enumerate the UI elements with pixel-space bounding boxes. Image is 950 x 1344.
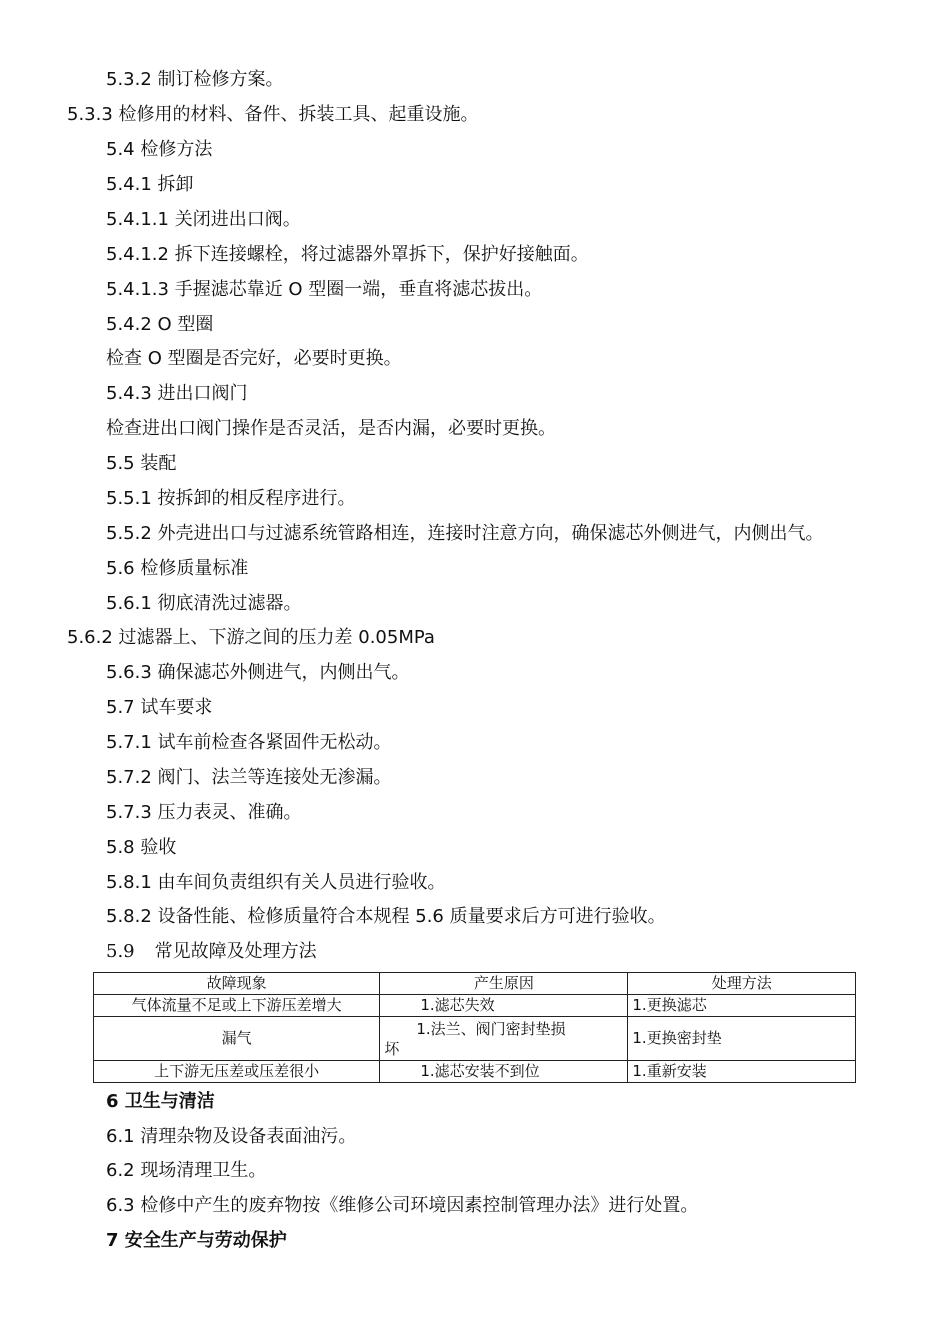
line-5-4-2: 5.4.2 O 型圈 (106, 314, 214, 335)
header-fault: 故障现象 (94, 973, 380, 995)
line-valve-check: 检查进出口阀门操作是否灵活，是否内漏，必要时更换。 (106, 418, 556, 439)
line-5-3-3: 5.3.3 检修用的材料、备件、拆装工具、起重设施。 (67, 104, 479, 125)
header-solution: 处理方法 (628, 973, 856, 995)
line-5-6: 5.6 检修质量标准 (106, 558, 249, 579)
line-5-8-2: 5.8.2 设备性能、检修质量符合本规程 5.6 质量要求后方可进行验收。 (106, 906, 666, 927)
section-5-9-number: 5.9 (106, 941, 135, 962)
cell-cause-part1: 1.法兰、阀门密封垫损 (416, 1019, 566, 1038)
line-5-6-2: 5.6.2 过滤器上、下游之间的压力差 0.05MPa (67, 627, 435, 648)
table-row (94, 995, 856, 1017)
cell-cause: 1.滤芯失效 (380, 995, 628, 1017)
cell-solution: 1.更换滤芯 (628, 995, 856, 1017)
table-header-row (94, 973, 856, 995)
line-6-2: 6.2 现场清理卫生。 (106, 1160, 267, 1181)
line-6-1: 6.1 清理杂物及设备表面油污。 (106, 1126, 357, 1147)
line-5-4-1-2: 5.4.1.2 拆下连接螺栓，将过滤器外罩拆下，保护好接触面。 (106, 244, 589, 265)
line-5-4-1-1: 5.4.1.1 关闭进出口阀。 (106, 209, 301, 230)
line-6-3: 6.3 检修中产生的废弃物按《维修公司环境因素控制管理办法》进行处置。 (106, 1195, 699, 1216)
cell-fault: 上下游无压差或压差很小 (94, 1061, 380, 1083)
cell-solution: 1.重新安装 (628, 1061, 856, 1083)
line-5-8: 5.8 验收 (106, 837, 177, 858)
line-o-ring-check: 检查 O 型圈是否完好，必要时更换。 (106, 348, 402, 369)
line-5-8-1: 5.8.1 由车间负责组织有关人员进行验收。 (106, 872, 446, 893)
cell-cause (380, 1017, 628, 1061)
line-5-4-1-3: 5.4.1.3 手握滤芯靠近 O 型圈一端，垂直将滤芯拔出。 (106, 279, 543, 300)
line-5-7-3: 5.7.3 压力表灵、准确。 (106, 802, 302, 823)
line-5-6-3: 5.6.3 确保滤芯外侧进气，内侧出气。 (106, 662, 410, 683)
line-5-5-2: 5.5.2 外壳进出口与过滤系统管路相连，连接时注意方向，确保滤芯外侧进气，内侧出气。 (106, 523, 824, 544)
line-5-5: 5.5 装配 (106, 453, 177, 474)
fault-table (93, 972, 856, 1083)
cell-fault: 漏气 (94, 1017, 380, 1061)
section-6-heading: 6 卫生与清洁 (106, 1091, 215, 1112)
table-row (94, 1017, 856, 1061)
cell-fault: 气体流量不足或上下游压差增大 (94, 995, 380, 1017)
line-5-9 (106, 940, 317, 964)
line-5-6-1: 5.6.1 彻底清洗过滤器。 (106, 593, 302, 614)
line-5-5-1: 5.5.1 按拆卸的相反程序进行。 (106, 488, 356, 509)
table-row (94, 1061, 856, 1083)
section-5-9-title: 常见故障及处理方法 (154, 941, 317, 962)
line-5-7: 5.7 试车要求 (106, 697, 213, 718)
section-7-heading: 7 安全生产与劳动保护 (106, 1230, 287, 1251)
line-5-4-3: 5.4.3 进出口阀门 (106, 383, 248, 404)
header-cause: 产生原因 (380, 973, 628, 995)
line-5-3-2: 5.3.2 制订检修方案。 (106, 69, 284, 90)
line-5-4: 5.4 检修方法 (106, 139, 213, 160)
cell-solution: 1.更换密封垫 (628, 1017, 856, 1061)
line-5-7-2: 5.7.2 阀门、法兰等连接处无渗漏。 (106, 767, 392, 788)
line-5-7-1: 5.7.1 试车前检查各紧固件无松动。 (106, 732, 392, 753)
line-5-4-1: 5.4.1 拆卸 (106, 174, 194, 195)
cell-cause-part2: 坏 (384, 1039, 400, 1058)
cell-cause: 1.滤芯安装不到位 (380, 1061, 628, 1083)
